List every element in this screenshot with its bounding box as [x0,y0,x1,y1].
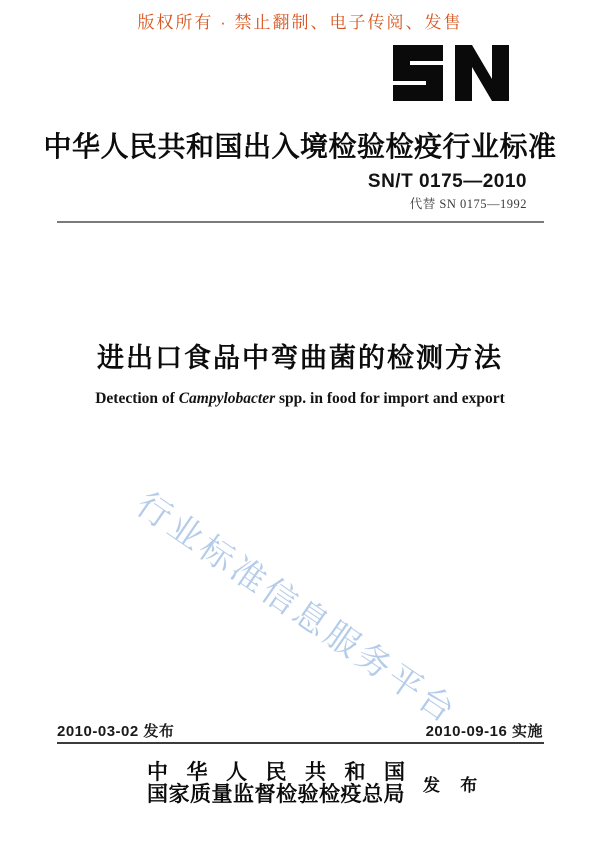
publisher-block [147,761,485,805]
header-divider [57,221,544,223]
standard-number-block [368,171,527,212]
copyright-notice: 版权所有 · 禁止翻制、电子传阅、发售 [137,13,463,32]
issue-date: 2010-03-02 发布 [57,723,175,740]
replaces-number: 代替 SN 0175—1992 [409,197,527,211]
implement-date: 2010-09-16 实施 [425,723,543,740]
publisher-lines [147,761,405,805]
watermark-text: 行业标准信息服务平台 [129,485,465,732]
sn-logo-letter-s [393,45,443,101]
standard-type-heading: 中华人民共和国出入境检验检疫行业标准 [43,131,557,162]
standard-number: SN/T 0175—2010 [367,171,527,192]
footer-divider [57,742,544,744]
sn-logo-letter-n [455,45,509,101]
sn-logo [393,45,509,101]
document-title-cn: 进出口食品中弯曲菌的检测方法 [97,343,503,373]
document-title-en-suffix: spp. in food for import and export [275,390,505,407]
document-title-en-species: Campylobacter [178,390,276,407]
document-title-en-prefix: Detection of [95,390,179,407]
date-row [57,720,543,741]
publisher-name-line1: 中华人民共和国 [147,760,405,784]
publisher-name-line2: 国家质量监督检验检疫总局 [147,782,405,806]
publish-label: 发 布 [423,775,486,795]
document-title-en [0,390,600,408]
